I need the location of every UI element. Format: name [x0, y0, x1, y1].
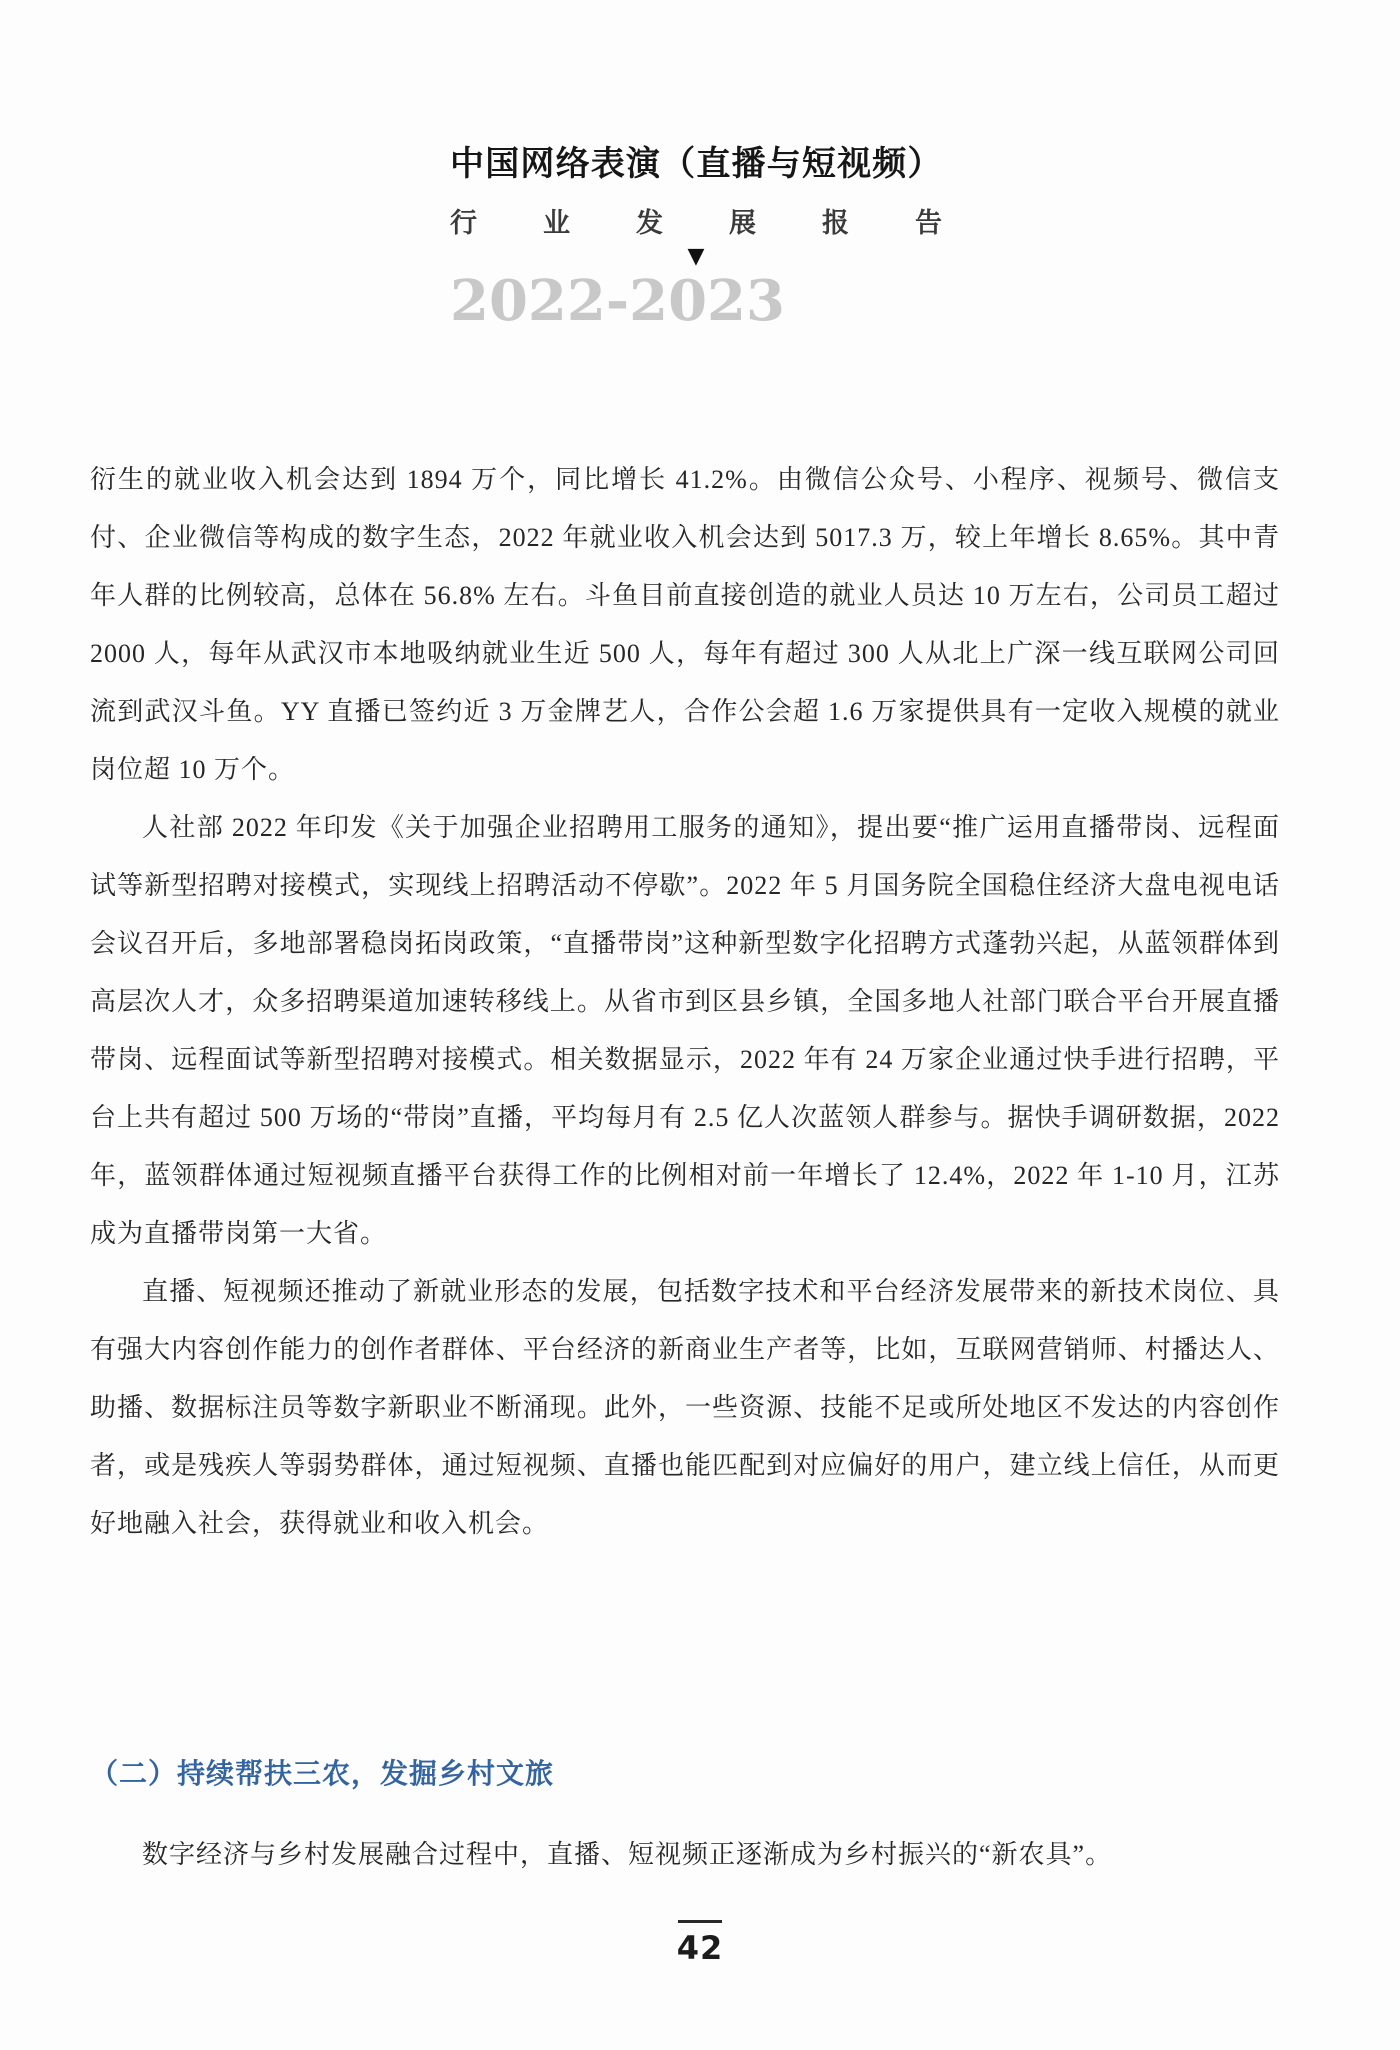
- report-header: [450, 136, 942, 334]
- paragraph: 衍生的就业收入机会达到 1894 万个，同比增长 41.2%。由微信公众号、小程序、视频号、微信支付、企业微信等构成的数字生态，2022 年就业收入机会达到 5017.3 万，较上年增长 8.65%。其中青年人群的比例较高，总体在 56.8% 左右。斗鱼目前直接创造的就业人员达 10 万左右，公司员工超过 2000 人，每年从武汉市本地吸纳就业生近 500 人，每年有超过 300 人从北上广深一线互联网公司回流到武汉斗鱼。YY 直播已签约近 3 万金牌艺人，合作公会超 1.6 万家提供具有一定收入规模的就业岗位超 10 万个。: [90, 465, 1280, 784]
- closing-paragraph: 数字经济与乡村发展融合过程中，直播、短视频正逐渐成为乡村振兴的“新农具”。: [142, 1840, 1113, 1869]
- report-edition-years: 2022-2023: [450, 268, 785, 334]
- section-heading: （二）持续帮扶三农，发掘乡村文旅: [90, 1758, 555, 1789]
- page-body: [90, 451, 1280, 1553]
- paragraph: 直播、短视频还推动了新就业形态的发展，包括数字技术和平台经济发展带来的新技术岗位、具有强大内容创作能力的创作者群体、平台经济的新商业生产者等，比如，互联网营销师、村播达人、助播、数据标注员等数字新职业不断涌现。此外，一些资源、技能不足或所处地区不发达的内容创作者，或是残疾人等弱势群体，通过短视频、直播也能匹配到对应偏好的用户，建立线上信任，从而更好地融入社会，获得就业和收入机会。: [90, 1277, 1280, 1538]
- report-title: 中国网络表演（直播与短视频）: [450, 145, 942, 183]
- page-number: 42: [676, 1929, 724, 1967]
- footer-rule: [678, 1920, 722, 1923]
- report-subtitle: 行业发展报告: [450, 208, 942, 238]
- triangle-down-icon: ▼: [687, 244, 705, 269]
- page-footer: [0, 1920, 1400, 1967]
- paragraph: 人社部 2022 年印发《关于加强企业招聘用工服务的通知》，提出要“推广运用直播带岗、远程面试等新型招聘对接模式，实现线上招聘活动不停歇”。2022 年 5 月国务院全国稳住经济大盘电视电话会议召开后，多地部署稳岗拓岗政策，“直播带岗”这种新型数字化招聘方式蓬勃兴起，从蓝领群体到高层次人才，众多招聘渠道加速转移线上。从省市到区县乡镇，全国多地人社部门联合平台开展直播带岗、远程面试等新型招聘对接模式。相关数据显示，2022 年有 24 万家企业通过快手进行招聘，平台上共有超过 500 万场的“带岗”直播，平均每月有 2.5 亿人次蓝领人群参与。据快手调研数据，2022 年，蓝领群体通过短视频直播平台获得工作的比例相对前一年增长了 12.4%，2022 年 1-10 月，江苏成为直播带岗第一大省。: [90, 813, 1280, 1248]
